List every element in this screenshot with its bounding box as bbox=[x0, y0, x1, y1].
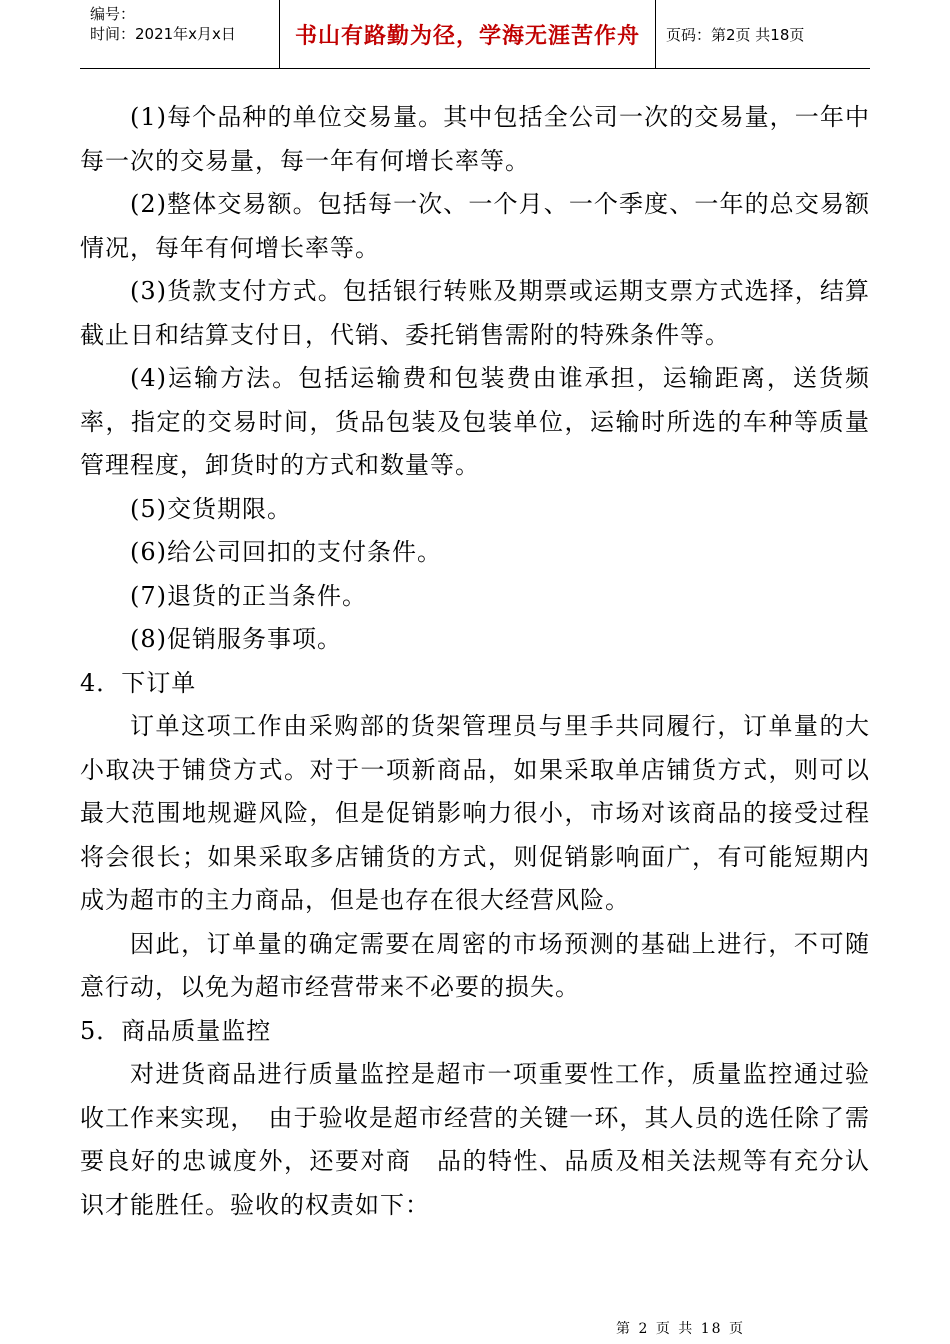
document-body bbox=[80, 96, 870, 1227]
page-header bbox=[80, 0, 870, 69]
header-motto: 书山有路勤为径，学海无涯苦作舟 bbox=[280, 0, 656, 68]
section-heading: 5．商品质量监控 bbox=[80, 1016, 272, 1045]
header-page-info: 页码：第2页 共18页 bbox=[666, 25, 805, 44]
header-meta bbox=[80, 0, 280, 68]
paragraph: (8)促销服务事项。 bbox=[130, 625, 342, 653]
section-heading: 4．下订单 bbox=[80, 668, 197, 697]
paragraph: (3)货款支付方式。包括银行转账及期票或运期支票方式选择，结算截止日和结算支付日，代销、委托销售需附的特殊条件等。 bbox=[80, 277, 870, 349]
paragraph: 对进货商品进行质量监控是超市一项重要性工作，质量监控通过验收工作来实现， 由于验收是超市经营的关键一环，其人员的选任除了需要良好的忠诚度外，还要对商 品的特性、品质及相关法规等有充分认识才能胜任。验收的权责如下： bbox=[80, 1060, 870, 1219]
paragraph: (6)给公司回扣的支付条件。 bbox=[130, 538, 442, 566]
page-footer: 第 2 页 共 18 页 bbox=[616, 1321, 745, 1337]
document-date: 时间：2021年x月x日 bbox=[90, 25, 236, 43]
paragraph: (7)退货的正当条件。 bbox=[130, 581, 367, 610]
document-number-label: 编号： bbox=[90, 5, 136, 23]
paragraph: 订单这项工作由采购部的货架管理员与里手共同履行，订单量的大小取决于铺贷方式。对于一项新商品，如果采取单店铺货方式，则可以最大范围地规避风险，但是促销影响力很小，市场对该商品的接受过程将会很长；如果采取多店铺货的方式，则促销影响面广，有可能短期内成为超市的主力商品，但是也存在很大经营风险。 bbox=[80, 712, 870, 914]
paragraph: 因此，订单量的确定需要在周密的市场预测的基础上进行，不可随意行动，以免为超市经营带来不必要的损失。 bbox=[80, 929, 870, 1001]
paragraph: (1)每个品种的单位交易量。其中包括全公司一次的交易量，一年中每一次的交易量，每一年有何增长率等。 bbox=[80, 103, 870, 175]
paragraph: (4)运输方法。包括运输费和包装费由谁承担，运输距离，送货频率，指定的交易时间，货品包装及包装单位，运输时所选的车种等质量管理程度，卸货时的方式和数量等。 bbox=[80, 364, 870, 479]
paragraph: (5)交货期限。 bbox=[130, 494, 292, 523]
paragraph: (2)整体交易额。包括每一次、一个月、一个季度、一年的总交易额情况，每年有何增长率等。 bbox=[80, 190, 870, 262]
